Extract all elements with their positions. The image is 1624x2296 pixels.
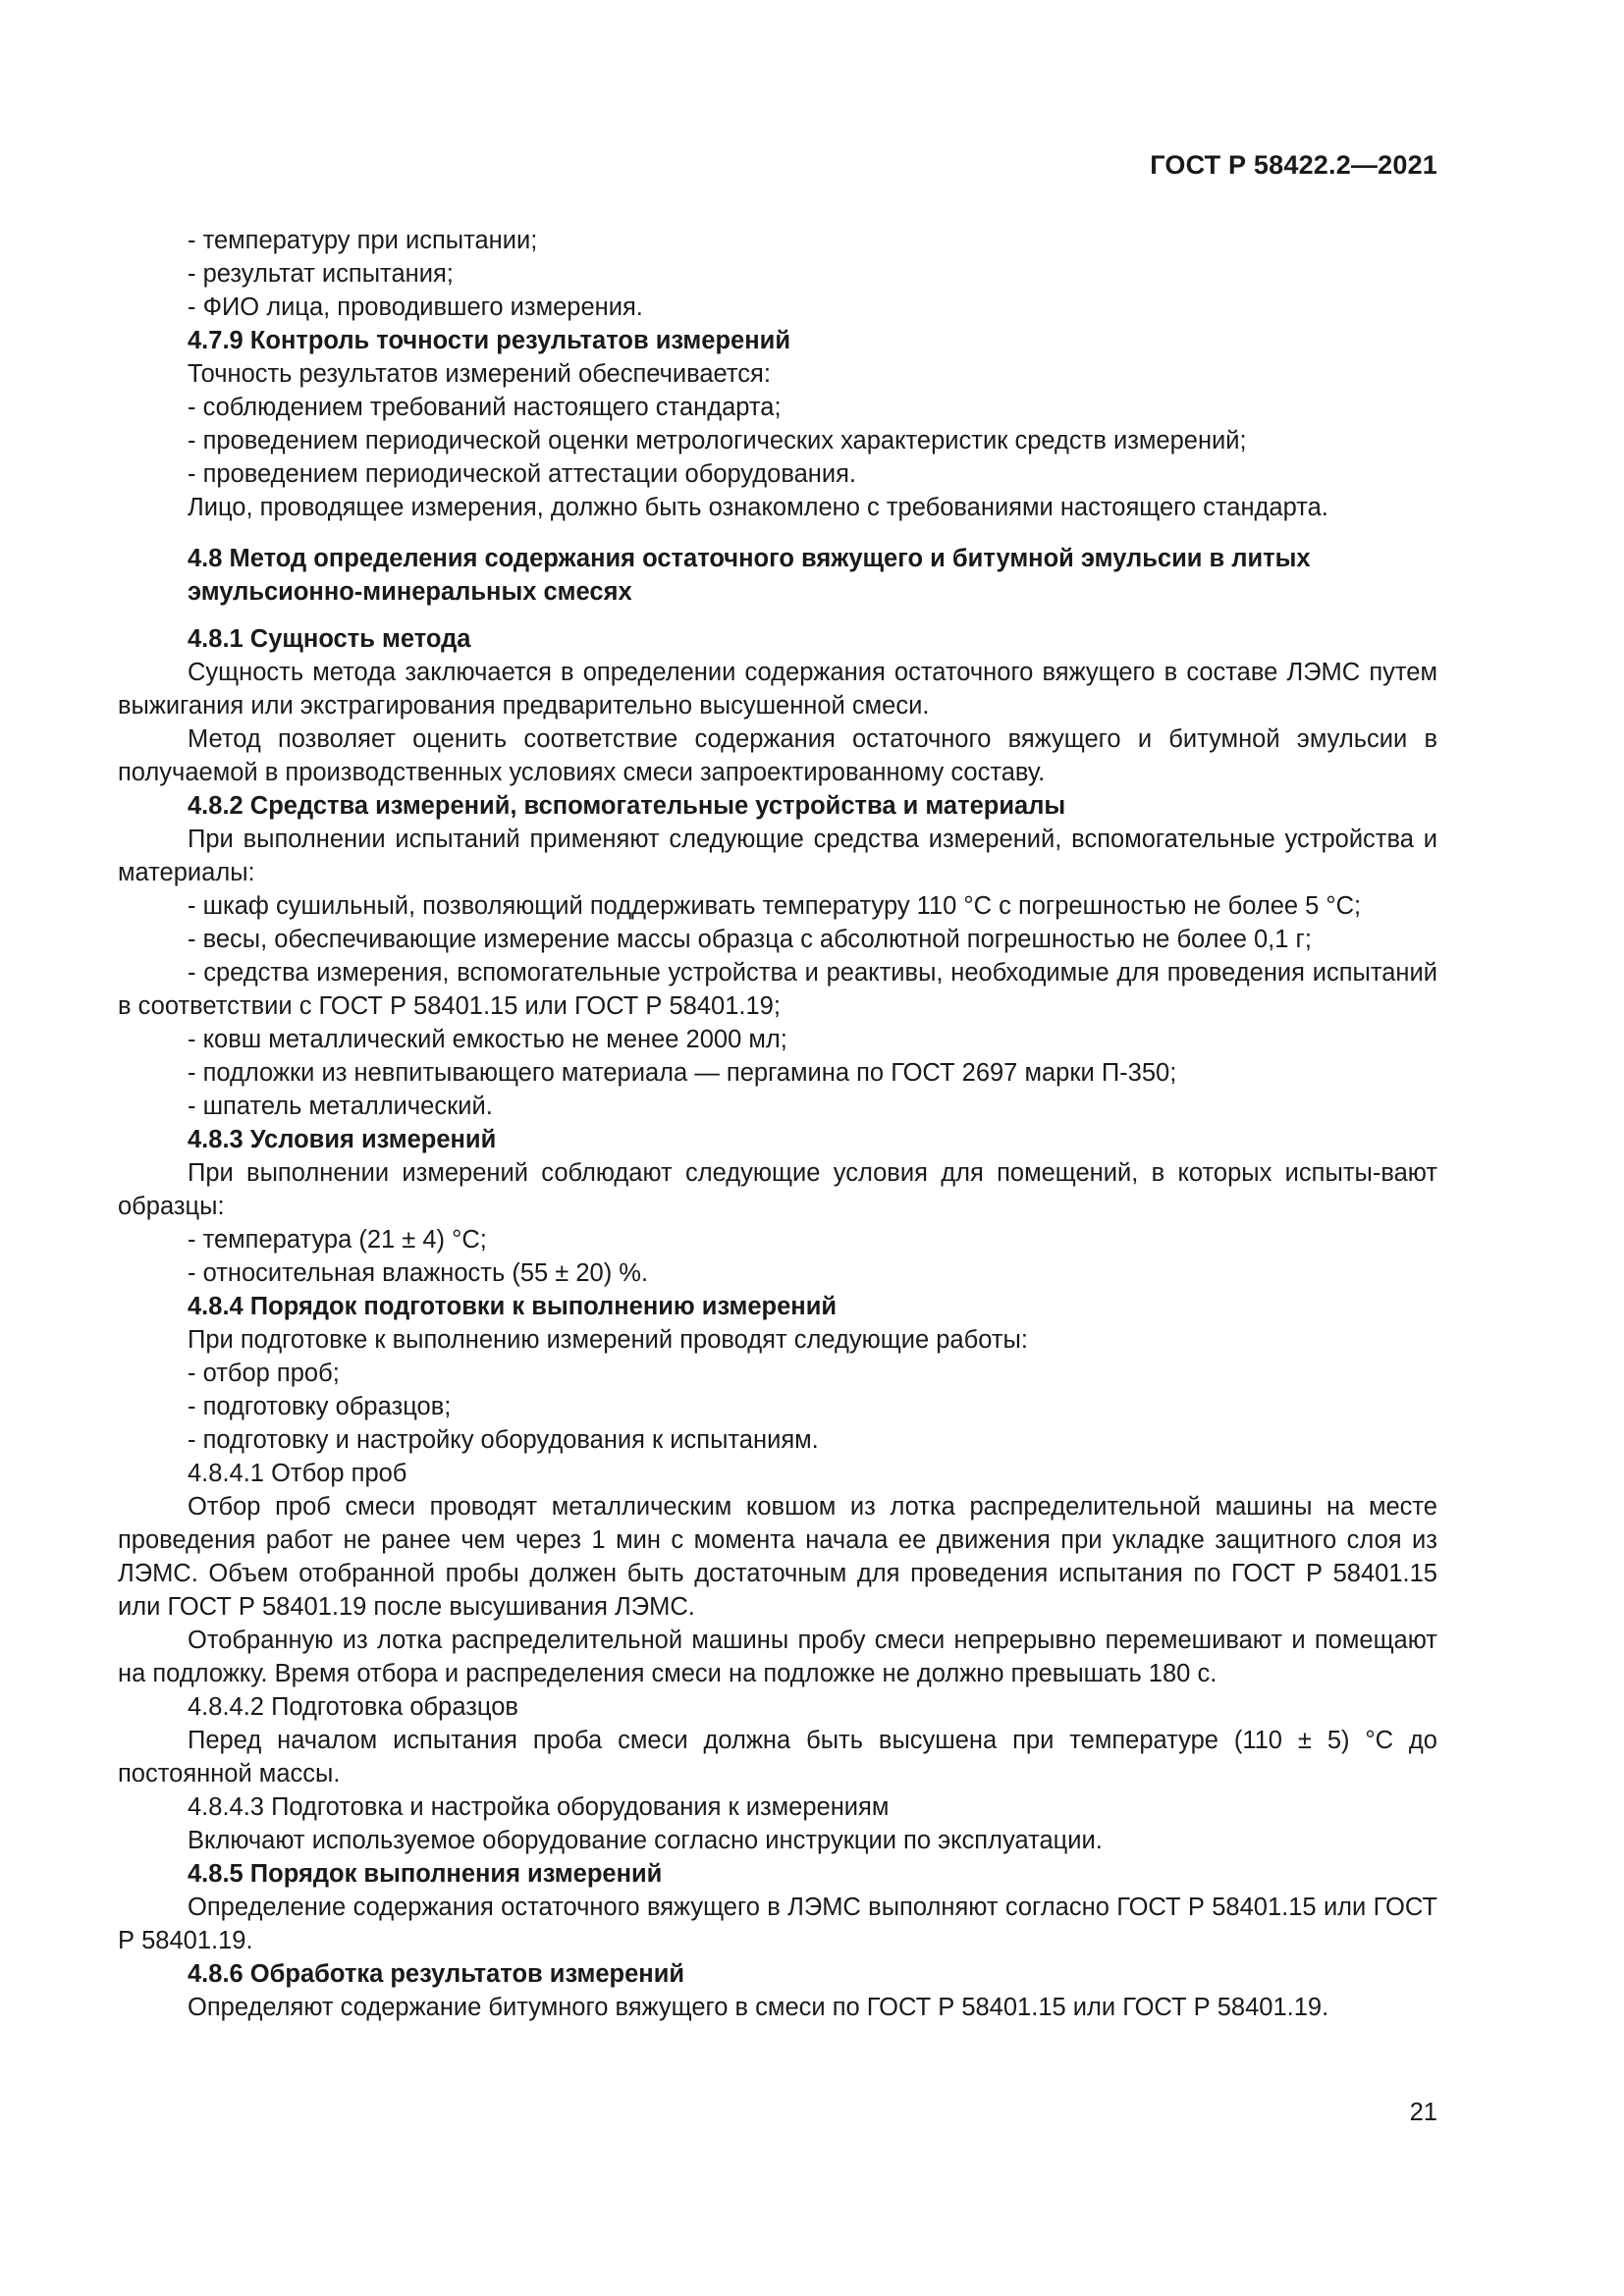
document-code-header: ГОСТ Р 58422.2—2021 bbox=[1150, 150, 1437, 180]
paragraph: Отобранную из лотка распределительной машины пробу смеси непрерывно перемешивают и помещают на подложку. Время отбора и распределения смеси на подложке не должно превышать 180 с. bbox=[118, 1627, 1437, 1687]
list-item: - шкаф сушильный, позволяющий поддерживать температуру 110 °С с погрешностью не более 5 °С; bbox=[188, 892, 1362, 920]
page-number: 21 bbox=[1409, 2099, 1437, 2126]
subsection-heading-4-8-4-2: 4.8.4.2 Подготовка образцов bbox=[188, 1693, 518, 1721]
paragraph: Определяют содержание битумного вяжущего в смеси по ГОСТ Р 58401.15 или ГОСТ Р 58401.19. bbox=[188, 1994, 1329, 2021]
list-item: - ФИО лица, проводившего измерения. bbox=[188, 294, 643, 321]
list-item: - соблюдением требований настоящего стандарта; bbox=[188, 394, 782, 421]
list-item: - температура (21 ± 4) °С; bbox=[188, 1226, 487, 1254]
paragraph: При подготовке к выполнению измерений проводят следующие работы: bbox=[188, 1326, 1028, 1354]
paragraph: Точность результатов измерений обеспечивается: bbox=[188, 360, 771, 388]
document-body bbox=[118, 224, 1437, 2024]
list-item: - отбор проб; bbox=[188, 1360, 340, 1387]
paragraph: Метод позволяет оценить соответствие содержания остаточного вяжущего и битумной эмульсии в получаемой в производственных условиях смеси запроектированному составу. bbox=[118, 725, 1437, 786]
subsection-heading-4-8-6: 4.8.6 Обработка результатов измерений bbox=[188, 1960, 685, 1988]
list-item: - проведением периодической аттестации оборудования. bbox=[188, 460, 857, 488]
subsection-heading-4-8-1: 4.8.1 Сущность метода bbox=[188, 625, 471, 653]
list-item: - результат испытания; bbox=[188, 260, 454, 288]
list-item: - подготовку образцов; bbox=[188, 1393, 452, 1420]
list-item: - шпатель металлический. bbox=[188, 1093, 493, 1120]
paragraph: Отбор проб смеси проводят металлическим ковшом из лотка распределительной машины на месте проведения работ не ранее чем через 1 мин с момента начала ее движения при укладке защитного слоя из ЛЭМС. Объем отобранной пробы должен быть достаточным для проведения испытания по ГОСТ Р 58401.15 или ГОСТ Р 58401.19 после высушивания ЛЭМС. bbox=[118, 1493, 1437, 1621]
section-heading-4-8: 4.8 Метод определения содержания остаточного вяжущего и битумной эмульсии в литых эмульсионно-минеральных смесях bbox=[188, 545, 1311, 606]
subsection-heading-4-8-4-1: 4.8.4.1 Отбор проб bbox=[188, 1460, 407, 1487]
list-item: - проведением периодической оценки метрологических характеристик средств измерений; bbox=[188, 427, 1247, 454]
subsection-heading-4-8-4: 4.8.4 Порядок подготовки к выполнению измерений bbox=[188, 1293, 838, 1320]
list-item: - подготовку и настройку оборудования к испытаниям. bbox=[188, 1426, 819, 1454]
paragraph: Определение содержания остаточного вяжущего в ЛЭМС выполняют согласно ГОСТ Р 58401.15 или ГОСТ Р 58401.19. bbox=[118, 1894, 1437, 1954]
paragraph: При выполнении испытаний применяют следующие средства измерений, вспомогательные устройства и материалы: bbox=[118, 826, 1437, 886]
subsection-heading-4-8-4-3: 4.8.4.3 Подготовка и настройка оборудования к измерениям bbox=[188, 1793, 890, 1821]
subsection-heading-4-8-5: 4.8.5 Порядок выполнения измерений bbox=[188, 1860, 663, 1888]
list-item: - подложки из невпитывающего материала — пергамина по ГОСТ 2697 марки П-350; bbox=[188, 1059, 1177, 1087]
subsection-heading-4-8-2: 4.8.2 Средства измерений, вспомогательные устройства и материалы bbox=[188, 792, 1066, 820]
list-item: - температуру при испытании; bbox=[188, 227, 538, 254]
list-item: - ковш металлический емкостью не менее 2000 мл; bbox=[188, 1026, 787, 1053]
list-item: - весы, обеспечивающие измерение массы образца с абсолютной погрешностью не более 0,1 г; bbox=[188, 926, 1312, 953]
paragraph: Перед началом испытания проба смеси должна быть высушена при температуре (110 ± 5) °С до постоянной массы. bbox=[118, 1727, 1437, 1788]
subsection-heading-4-8-3: 4.8.3 Условия измерений bbox=[188, 1126, 497, 1153]
list-item: - относительная влажность (55 ± 20) %. bbox=[188, 1259, 649, 1287]
paragraph: Лицо, проводящее измерения, должно быть ознакомлено с требованиями настоящего стандарта. bbox=[188, 494, 1328, 521]
subsection-heading-4-7-9: 4.7.9 Контроль точности результатов измерений bbox=[188, 327, 790, 354]
paragraph: Сущность метода заключается в определении содержания остаточного вяжущего в составе ЛЭМС путем выжигания или экстрагирования предварительно высушенной смеси. bbox=[118, 659, 1437, 720]
list-item: - средства измерения, вспомогательные устройства и реактивы, необходимые для проведения испытаний в соответствии с ГОСТ Р 58401.15 или ГОСТ Р 58401.19; bbox=[118, 959, 1437, 1020]
paragraph: Включают используемое оборудование согласно инструкции по эксплуатации. bbox=[188, 1827, 1103, 1854]
paragraph: При выполнении измерений соблюдают следующие условия для помещений, в которых испыты-вают образцы: bbox=[118, 1159, 1437, 1220]
